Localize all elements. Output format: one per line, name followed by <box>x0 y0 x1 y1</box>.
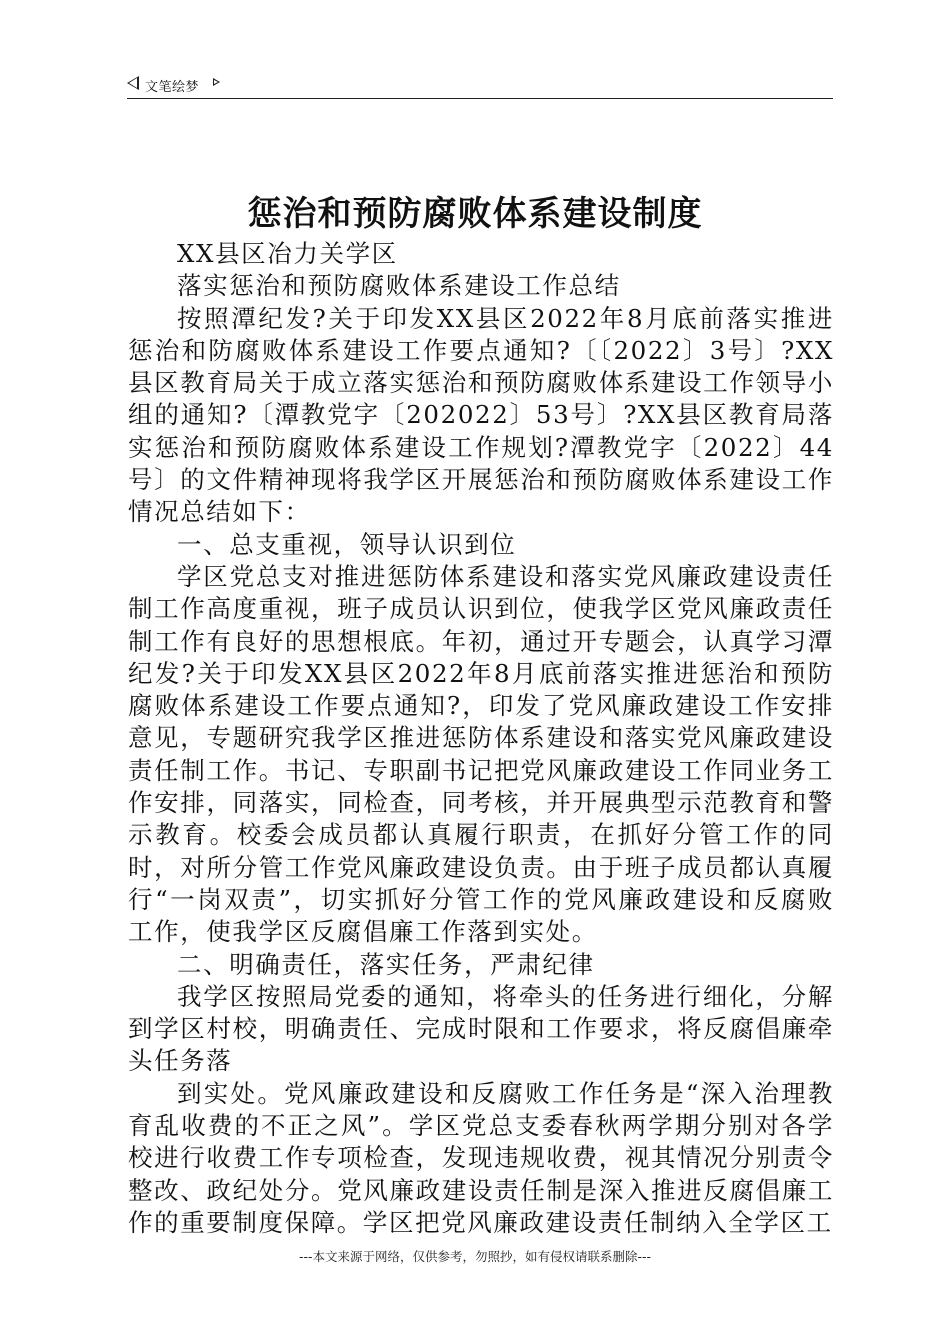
paragraph-school: XX县区冶力关学区 <box>177 239 398 268</box>
paragraph-section-2b: 到实处。党风廉政建设和反腐败工作任务是“深入治理教育乱收费的不正之风”。学区党总支委春秋两学期分别对各学校进行收费工作专项检查，发现违规收费，视其情况分别责令整改、政纪处分。党风廉政建设责任制是深入推进反腐倡廉工作的重要制度保障。学区把党风廉政建设责任制纳入全学区工 <box>128 1078 834 1237</box>
page-header <box>127 74 833 99</box>
section-heading-1: 一、总支重视，领导认识到位 <box>177 529 517 559</box>
paragraph-section-1: 学区党总支对推进惩防体系建设和落实党风廉政建设责任制工作高度重视，班子成员认识到位，使我学区党风廉政责任制工作有良好的思想根底。年初，通过开专题会，认真学习潭纪发?关于印发XX县区2022年8月底前落实推进惩治和预防腐败体系建设工作要点通知?，印发了党风廉政建设工作安排意见，专题研究我学区推进惩防体系建设和落实党风廉政建设责任制工作。书记、专职副书记把党风廉政建设工作同业务工作安排，同落实，同检查，同考核，并开展典型示范教育和警示教育。校委会成员都认真履行职责，在抓好分管工作的同时，对所分管工作党风廉政建设负责。由于班子成员都认真履行“一岗双责”，切实抓好分管工作的党风廉政建设和反腐败工作，使我学区反腐倡廉工作落到实处。 <box>128 561 834 947</box>
header-brand: 文笔绘梦 <box>145 80 200 95</box>
triangle-right-icon <box>213 78 220 86</box>
paragraph-subtitle: 落实惩治和预防腐败体系建设工作总结 <box>177 271 621 301</box>
document-body <box>128 238 834 1239</box>
page-footer: ---本文来源于网络，仅供参考，勿照抄，如有侵权请联系删除--- <box>298 1249 652 1264</box>
paragraph-intro: 按照潭纪发?关于印发XX县区2022年8月底前落实推进惩治和防腐败体系建设工作要点通知?〔〔2022〕3号〕?XX县区教育局关于成立落实惩治和预防腐败体系建设工作领导小组的通知?〔潭教党字〔202022〕53号〕?XX县区教育局落实惩治和预防腐败体系建设工作规划?潭教党字〔2022〕44号〕的文件精神现将我学区开展惩治和预防腐败体系建设工作情况总结如下： <box>128 303 834 527</box>
triangle-left-icon <box>127 76 139 90</box>
paragraph-section-2a: 我学区按照局党委的通知，将牵头的任务进行细化，分解到学区村校，明确责任、完成时限和工作要求，将反腐倡廉牵头任务落 <box>128 981 834 1076</box>
section-heading-2: 二、明确责任，落实任务，严肃纪律 <box>177 949 595 979</box>
document-title: 惩治和预防腐败体系建设制度 <box>247 194 703 234</box>
